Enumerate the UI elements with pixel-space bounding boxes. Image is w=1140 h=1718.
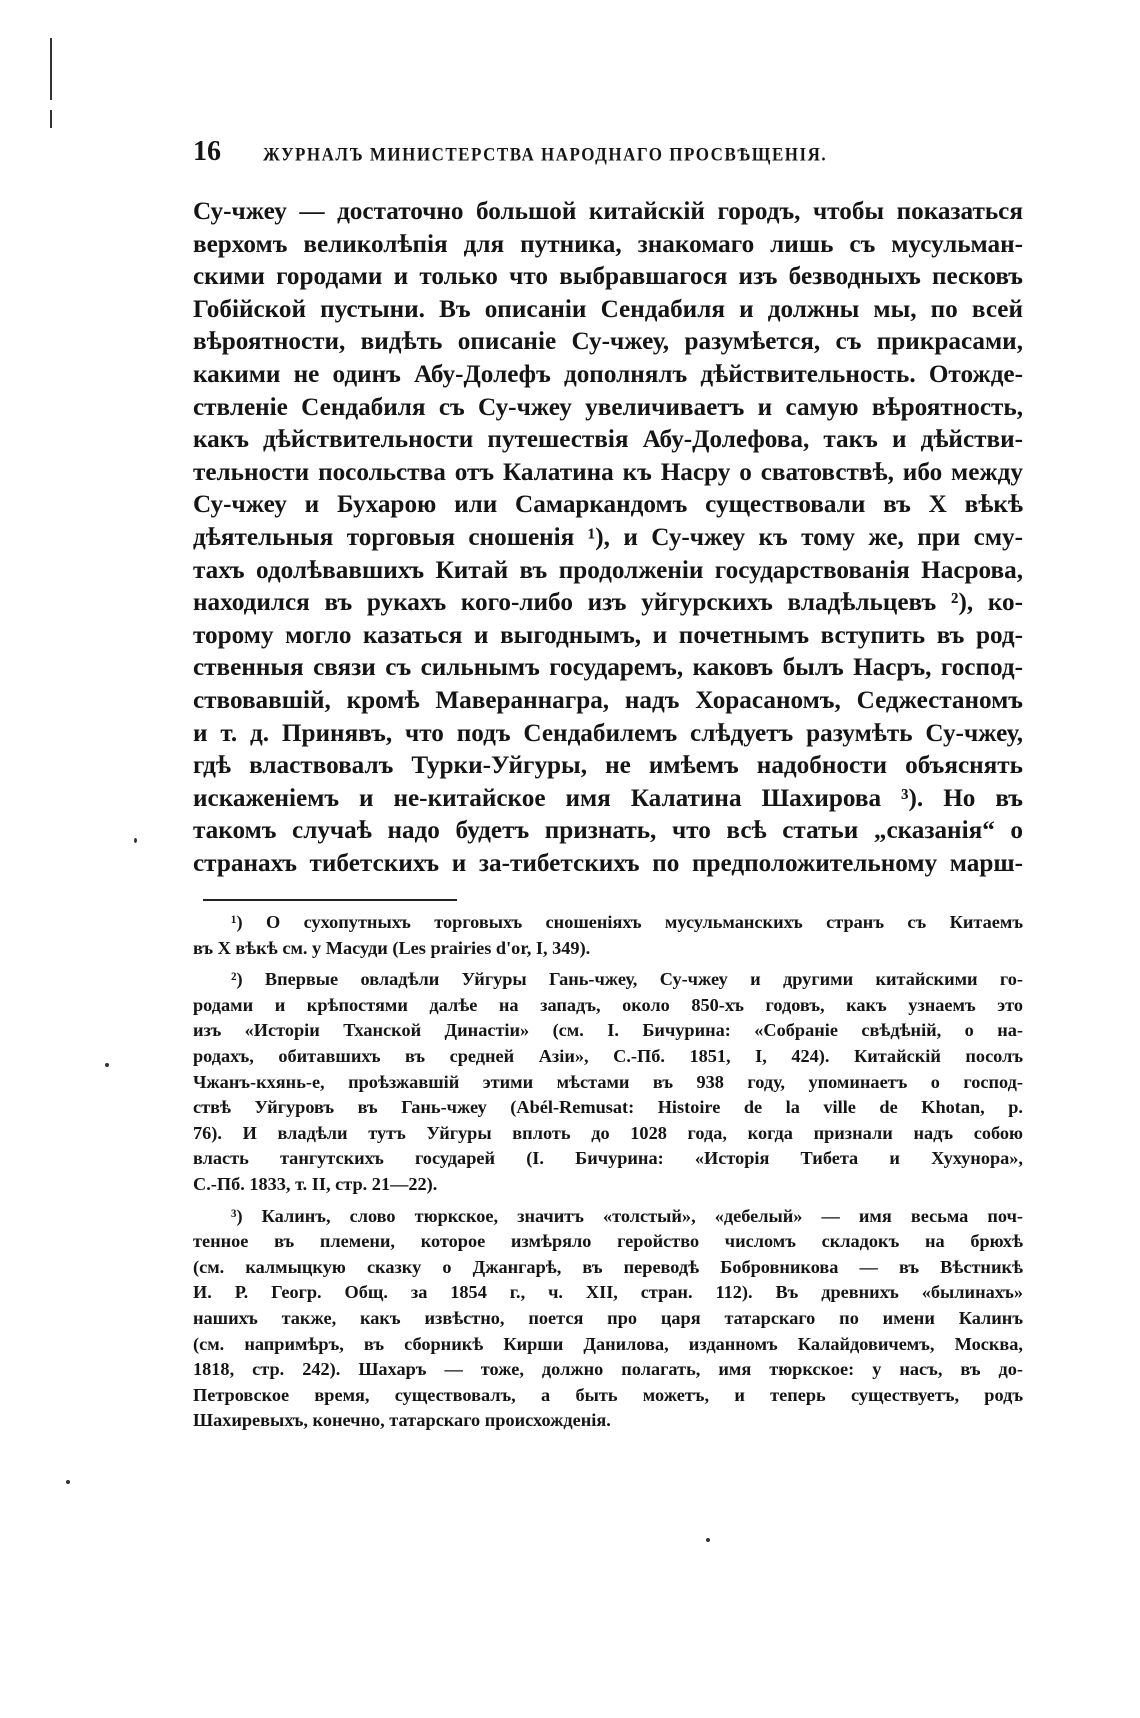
footnote-line: 1818, стр. 242). Шахаръ — тоже, должно полагать, имя тюркское: у насъ, въ до- [193, 1359, 1023, 1380]
footnote-line: Чжанъ-кхянь-е, проѣзжавшій этими мѣстами въ 938 году, упоминаетъ о господ- [193, 1071, 1023, 1092]
text-line: такомъ случаѣ надо будетъ признать, что всѣ статьи „сказанія“ о [193, 817, 1023, 845]
footnote-line: 76). И владѣли тутъ Уйгуры вплоть до 1028 года, когда признали надъ собою [193, 1122, 1023, 1143]
main-text [193, 196, 1023, 880]
text-line: тахъ одолѣвавшихъ Китай въ продолженіи государствованія Насрова, [193, 556, 1023, 584]
text-line: Су-чжеу и Бухарою или Самаркандомъ существовали въ X вѣкѣ [193, 491, 1023, 519]
text-line: торому могло казаться и выгоднымъ, и почетнымъ вступить въ род- [193, 621, 1023, 649]
text-line: ствовавшій, кромѣ Мавераннагра, надъ Хорасаномъ, Седжестаномъ [193, 686, 1023, 714]
text-line: какими не одинъ Абу-Долефъ дополнялъ дѣйствительность. Отожде- [193, 360, 1023, 388]
text-line: ственныя связи съ сильнымъ государемъ, каковъ былъ Насръ, господ- [193, 654, 1023, 682]
text-line: тельности посольства отъ Калатина къ Насру о сватовствѣ, ибо между [193, 458, 1023, 486]
text-line: Гобійской пустыни. Въ описаніи Сендабиля и должны мы, по всей [193, 295, 1023, 323]
footnote-3 [193, 1204, 1023, 1434]
journal-title: ЖУРНАЛЪ МИНИСТЕРСТВА НАРОДНАГО ПРОСВѢЩЕНІЯ. [263, 144, 828, 165]
footnote-line: нашихъ также, какъ извѣстно, поется про царя татарскаго по имени Калинъ [193, 1307, 1023, 1328]
running-head [193, 136, 1013, 176]
page-number: 16 [193, 136, 221, 167]
footnote-line: ³) Калинъ, слово тюркское, значитъ «толстый», «дебелый» — имя весьма поч- [231, 1205, 1023, 1226]
footnotes [193, 910, 1023, 1434]
footnote-separator [203, 899, 457, 901]
text-line: верхомъ великолѣпія для путника, знакомаго лишь съ мусульман- [193, 230, 1023, 258]
footnote-line: родахъ, обитавшихъ въ средней Азіи», С.-Пб. 1851, I, 424). Китайскій посолъ [193, 1045, 1023, 1066]
footnote-line: родами и крѣпостями далѣе на западъ, около 850-хъ годовъ, какъ узнаемъ это [193, 994, 1023, 1015]
footnote-1 [193, 910, 1023, 961]
text-line: ствленіе Сендабиля съ Су-чжеу увеличиваетъ и самую вѣроятность, [193, 393, 1023, 421]
footnote-line: въ X вѣкѣ см. у Масуди (Les prairies d'or, I, 349). [193, 937, 591, 958]
footnote-line: ²) Впервые овладѣли Уйгуры Гань-чжеу, Су-чжеу и другими китайскими го- [231, 969, 1023, 990]
text-line: искаженіемъ и не-китайское имя Калатина Шахирова ³). Но въ [193, 784, 1023, 812]
footnote-line: (см. напримѣръ, въ сборникѣ Кирши Данилова, изданномъ Калайдовичемъ, Москва, [193, 1333, 1023, 1354]
footnote-line: Шахиревыхъ, конечно, татарскаго происхожденія. [193, 1410, 611, 1431]
footnote-line: власть тангутскихъ государей (І. Бичурина: «Исторія Тибета и Хухунора», [193, 1148, 1023, 1169]
text-line: Су-чжеу — достаточно большой китайскій городъ, чтобы показаться [193, 198, 1023, 225]
scan-speck [134, 838, 137, 843]
binding-edge-mark [50, 110, 52, 128]
text-line: странахъ тибетскихъ и за-тибетскихъ по предположительному марш- [193, 849, 1023, 877]
footnote-line: ствѣ Уйгуровъ въ Гань-чжеу (Abél-Remusat: Histoire de la ville de Khotan, p. [193, 1097, 1023, 1118]
footnote-line: тенное въ племени, которое измѣряло геройство числомъ складокъ на брюхѣ [193, 1231, 1023, 1252]
text-line: и т. д. Принявъ, что подъ Сендабилемъ слѣдуетъ разумѣть Су-чжеу, [193, 719, 1023, 747]
footnote-line: ¹) О сухопутныхъ торговыхъ сношеніяхъ мусульманскихъ странъ съ Китаемъ [231, 912, 1023, 932]
text-line: скими городами и только что выбравшагося изъ безводныхъ песковъ [193, 263, 1023, 291]
footnote-line: С.-Пб. 1833, т. II, стр. 21—22). [193, 1173, 438, 1194]
scan-speck [66, 1480, 70, 1484]
footnote-line: И. Р. Геогр. Общ. за 1854 г., ч. XII, стран. 112). Въ древнихъ «былинахъ» [193, 1282, 1023, 1303]
footnote-line: Петровское время, существовалъ, а быть можетъ, и теперь существуетъ, родъ [193, 1384, 1023, 1405]
text-line: вѣроятности, видѣть описаніе Су-чжеу, разумѣется, съ прикрасами, [193, 328, 1023, 356]
binding-edge-mark [50, 38, 52, 100]
scan-speck [105, 1063, 109, 1067]
text-line: гдѣ властвовалъ Турки-Уйгуры, не имѣемъ надобности объяснять [193, 752, 1023, 780]
text-line: находился въ рукахъ кого-либо изъ уйгурскихъ владѣльцевъ ²), ко- [193, 589, 1023, 617]
footnote-line: изъ «Исторіи Тханской Династіи» (см. І. Бичурина: «Собраніе свѣдѣній, о на- [193, 1020, 1023, 1041]
text-line: дѣятельныя торговыя сношенія ¹), и Су-чжеу къ тому же, при сму- [193, 523, 1023, 551]
text-line: какъ дѣйствительности путешествія Абу-Долефова, такъ и дѣйстви- [193, 426, 1023, 454]
footnote-2 [193, 967, 1023, 1197]
scan-speck [706, 1538, 710, 1542]
footnote-line: (см. калмыцкую сказку о Джангарѣ, въ переводѣ Бобровникова — въ Вѣстникѣ [193, 1256, 1023, 1277]
